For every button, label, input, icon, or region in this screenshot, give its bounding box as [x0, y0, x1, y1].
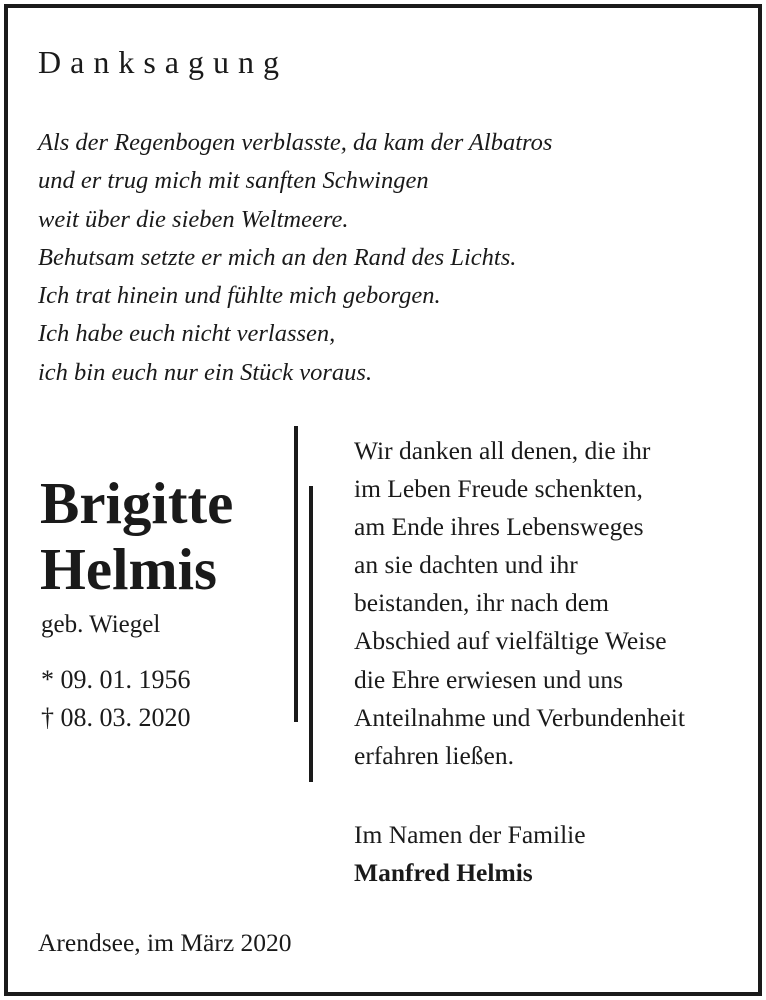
place-date: Arendsee, im März 2020 — [38, 928, 292, 957]
divider-line — [294, 426, 298, 722]
poem-line: Ich trat hinein und fühlte mich geborgen. — [38, 282, 441, 310]
poem-line: weit über die sieben Weltmeere. — [38, 205, 349, 233]
thanks-line: am Ende ihres Lebensweges — [354, 512, 644, 542]
birth-date: * 09. 01. 1956 — [41, 665, 191, 694]
thanks-line: beistanden, ihr nach dem — [354, 588, 609, 618]
thanks-line: Wir danken all denen, die ihr — [354, 436, 651, 465]
poem-line: und er trug mich mit sanften Schwingen — [38, 167, 429, 195]
first-name: Brigitte — [40, 470, 234, 536]
thanks-line: an sie dachten und ihr — [354, 550, 578, 580]
birth-name: geb. Wiegel — [41, 611, 161, 638]
thanks-line: Anteilnahme und Verbundenheit — [354, 702, 685, 732]
poem-line: Als der Regenbogen verblasste, da kam der Albatros — [38, 129, 553, 156]
signature — [354, 816, 586, 892]
thanks-line: im Leben Freude schenkten, — [354, 474, 643, 504]
life-dates — [41, 661, 191, 737]
deceased-name — [40, 470, 233, 602]
poem-line: ich bin euch nur ein Stück voraus. — [38, 358, 373, 386]
thanks-text — [354, 432, 685, 775]
signature-intro: Im Namen der Familie — [354, 820, 586, 849]
poem-line: Behutsam setzte er mich an den Rand des Lichts. — [38, 243, 517, 271]
heading: Danksagung — [38, 44, 288, 80]
death-date: † 08. 03. 2020 — [41, 703, 191, 732]
thanks-line: Abschied auf vielfältige Weise — [354, 626, 667, 656]
last-name: Helmis — [40, 536, 217, 602]
obituary-card — [4, 4, 762, 996]
poem-line: Ich habe euch nicht verlassen, — [38, 320, 336, 348]
thanks-line: erfahren ließen. — [354, 740, 514, 770]
thanks-line: die Ehre erwiesen und uns — [354, 664, 624, 694]
divider-line — [309, 486, 313, 782]
signature-name: Manfred Helmis — [354, 858, 533, 888]
poem — [38, 124, 552, 392]
